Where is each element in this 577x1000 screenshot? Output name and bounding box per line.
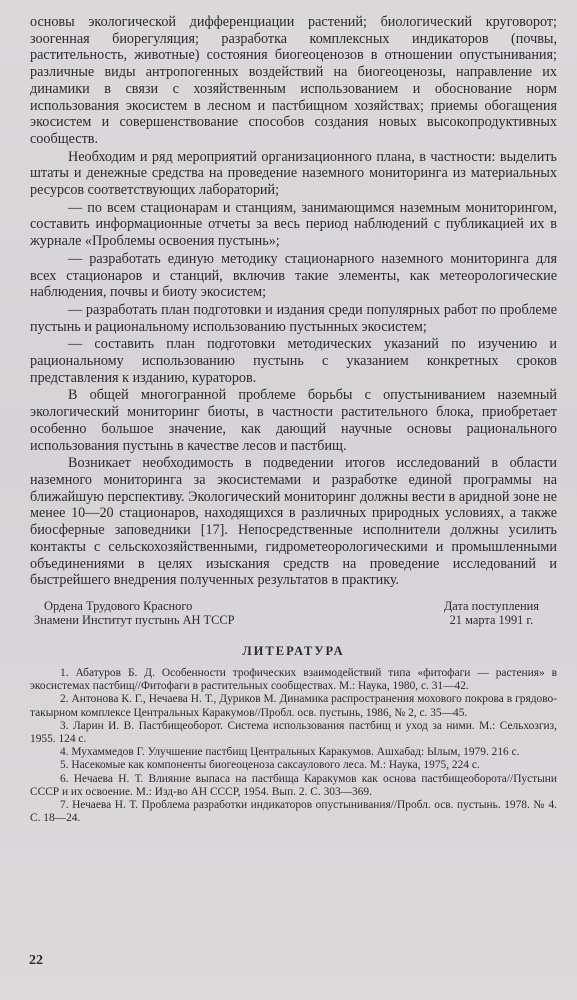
body-paragraph: — разработать план подготовки и издания среди популярных работ по проблеме пустынь и рациональному использованию пустынных экосистем; (30, 301, 557, 335)
received-date-value: 21 марта 1991 г. (449, 612, 534, 627)
references-list (30, 667, 557, 825)
reference-item: 7. Нечаева Н. Т. Проблема разработки индикаторов опустынивания//Пробл. осв. пустынь. 1978. № 4. С. 18—24. (30, 798, 557, 825)
reference-item: 2. Антонова К. Г., Нечаева Н. Т., Дуриков М. Динамика распространения мохового покрова в грядово-такырном комплексе Центральных Каракумов//Пробл. осв. пустынь, 1986, № 2, с. 35—45. (30, 693, 557, 719)
body-paragraph: — по всем стационарам и станциям, занимающимся наземным мониторингом, составить информационные отчеты за весь период наблюдений с публикацией их в журнале «Проблемы освоения пустынь»; (30, 199, 557, 250)
main-text (30, 14, 557, 589)
institute-line: Знамени Институт пустынь АН ТССР (34, 612, 235, 627)
page-number: 22 (29, 953, 43, 968)
institute-line: Ордена Трудового Красного (44, 598, 193, 613)
reference-item: 1. Абатуров Б. Д. Особенности трофических взаимодействий типа «фитофаги — растения» в экосистемах пастбищ//Фитофаги в растительных сообществах. М.: Наука, 1980, с. 31—42. (30, 666, 557, 693)
body-paragraph: — разработать единую методику стационарного наземного мониторинга для всех стационаров и станций, включив такие элементы, как метеорологические наблюдения, почвы и биоту экосистем; (30, 250, 557, 301)
reference-item: 3. Ларин И. В. Пастбищеоборот. Система использования пастбищ и уход за ними. М.: Сельхозгиз, 1955. 124 с. (30, 719, 557, 745)
reference-item: 4. Мухаммедов Г. Улучшение пастбищ Центральных Каракумов. Ашхабад: Ылым, 1979. 216 с. (60, 746, 520, 759)
institute-affiliation (30, 599, 235, 627)
submission-info (30, 599, 557, 627)
received-date-label: Дата поступления (443, 598, 539, 613)
body-paragraph: Возникает необходимость в подведении итогов исследований в области наземного мониторинга за экосистемами и разработке единой программы на ближайшую перспективу. Экологический мониторинг должны вести в аридной зоне не менее 10—20 стационаров, находящихся в различных природных условиях, а также биосферные заповедники [17]. Непосредственные исполнители должны усилить контакты с сельскохозяйственными, гидрометеорологическими и промышленными объединениями в целях изыскания средств на проведение исследований и быстрейшего внедрения полученных результатов в практику. (30, 455, 557, 589)
reference-item: 5. Насекомые как компоненты биогеоценоза саксаулового леса. М.: Наука, 1975, 224 с. (60, 759, 480, 772)
body-paragraph: основы экологической дифференциации растений; биологический круговорот; зоогенная биорегуляция; разработка комплексных индикаторов (почвы, растительность, животные) состояния биогеоценозов в отношении опустынивания; различные виды антропогенных воздействий на биогеоценозы, направление их динамики в связи с хозяйственным использованием и обоснование норм использования экосистем в лесном и пастбищном хозяйствах; приемы обогащения экосистем и совершенствование способов создания новых высокопродуктивных сообществ. (30, 14, 557, 147)
received-date (444, 599, 557, 627)
references-heading: ЛИТЕРАТУРА (242, 643, 345, 658)
body-paragraph: В общей многогранной проблеме борьбы с опустыниванием наземный экологический мониторинг биоты, в частности растительного блока, приобретает особенно большое значение, как дающий научные основы рационального использования пустынь в качестве лесов и пастбищ. (30, 387, 557, 454)
body-paragraph: Необходим и ряд мероприятий организационного плана, в частности: выделить штаты и денежные средства на проведение наземного мониторинга из материальных ресурсов соответствующих лабораторий; (30, 148, 557, 199)
body-paragraph: — составить план подготовки методических указаний по изучению и рациональному использованию пустынь с указанием конкретных сроков представления к изданию, кураторов. (30, 336, 557, 386)
reference-item: 6. Нечаева Н. Т. Влияние выпаса на пастбища Каракумов как основа пастбищеоборота//Пустыни СССР и их освоение. М.: Изд-во АН СССР, 1954. Вып. 2. С. 303—369. (30, 772, 557, 798)
